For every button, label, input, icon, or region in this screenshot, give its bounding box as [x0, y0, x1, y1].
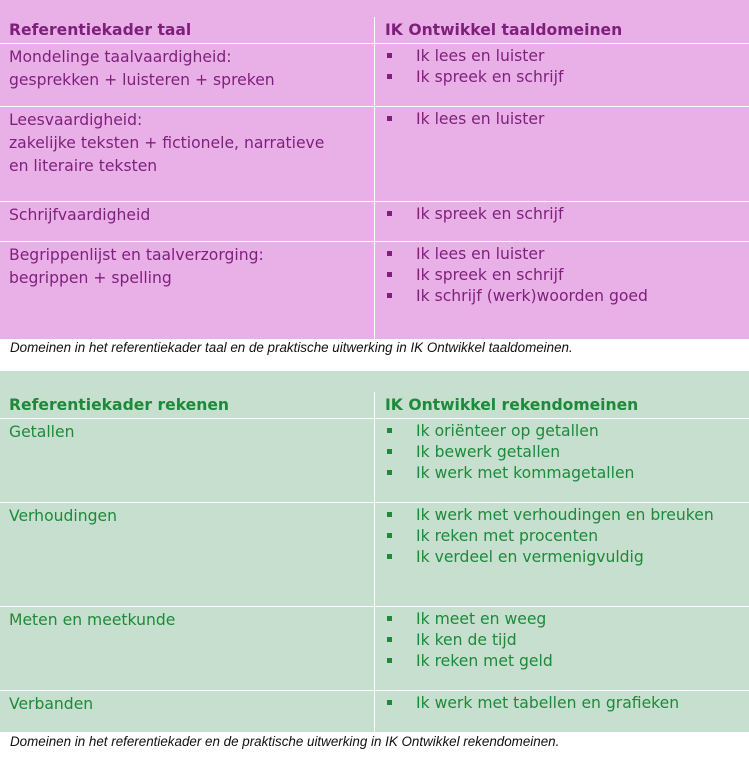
reken-row-text: Meten en meetkunde [9, 611, 176, 629]
list-item: Ik werk met kommagetallen [385, 463, 741, 484]
taal-row-text: Mondelinge taalvaardigheid: [9, 48, 232, 66]
list-item: Ik ken de tijd [385, 630, 741, 651]
taal-row-lees [0, 107, 749, 202]
taal-table [0, 0, 749, 339]
taal-row-begrippen [0, 242, 749, 339]
reken-header-left: Referentiekader rekenen [9, 396, 230, 414]
reken-row-text: Getallen [9, 423, 75, 441]
taal-row-text: en literaire teksten [9, 157, 158, 175]
reken-row-meten [0, 607, 749, 691]
list-item: Ik lees en luister [385, 46, 741, 67]
list-item: Ik meet en weeg [385, 609, 741, 630]
reken-caption: Domeinen in het referentiekader en de praktische uitwerking in IK Ontwikkel rekendomeinen. [10, 734, 560, 749]
list-item: Ik reken met geld [385, 651, 741, 672]
list-item: Ik werk met verhoudingen en breuken [385, 505, 741, 526]
taal-row-text: Begrippenlijst en taalverzorging: [9, 246, 264, 264]
reken-row-verhoudingen [0, 503, 749, 607]
list-item: Ik lees en luister [385, 244, 741, 265]
list-item: Ik schrijf (werk)woorden goed [385, 286, 741, 307]
taal-caption: Domeinen in het referentiekader taal en de praktische uitwerking in IK Ontwikkel taaldomeinen. [10, 340, 573, 355]
list-item: Ik spreek en schrijf [385, 204, 741, 225]
list-item: Ik bewerk getallen [385, 442, 741, 463]
taal-row-text: Schrijfvaardigheid [9, 206, 151, 224]
list-item: Ik spreek en schrijf [385, 265, 741, 286]
taal-row-text: begrippen + spelling [9, 269, 172, 287]
list-item: Ik verdeel en vermenigvuldig [385, 547, 741, 568]
reken-header-right: IK Ontwikkel rekendomeinen [385, 396, 639, 414]
list-item: Ik lees en luister [385, 109, 741, 130]
reken-table [0, 371, 749, 732]
reken-row-getallen [0, 419, 749, 503]
list-item: Ik werk met tabellen en grafieken [385, 693, 741, 714]
list-item: Ik oriënteer op getallen [385, 421, 741, 442]
taal-row-text: zakelijke teksten + fictionele, narratieve [9, 134, 325, 152]
taal-header-row [0, 0, 749, 44]
taal-header-right: IK Ontwikkel taaldomeinen [385, 21, 623, 39]
reken-row-text: Verbanden [9, 695, 94, 713]
taal-header-left: Referentiekader taal [9, 21, 192, 39]
taal-row-mondeling [0, 44, 749, 107]
list-item: Ik reken met procenten [385, 526, 741, 547]
taal-row-schrijf [0, 202, 749, 242]
list-item: Ik spreek en schrijf [385, 67, 741, 88]
reken-row-text: Verhoudingen [9, 507, 117, 525]
reken-header-row [0, 371, 749, 419]
taal-row-text: Leesvaardigheid: [9, 111, 143, 129]
reken-row-verbanden [0, 691, 749, 732]
taal-row-text: gesprekken + luisteren + spreken [9, 71, 275, 89]
